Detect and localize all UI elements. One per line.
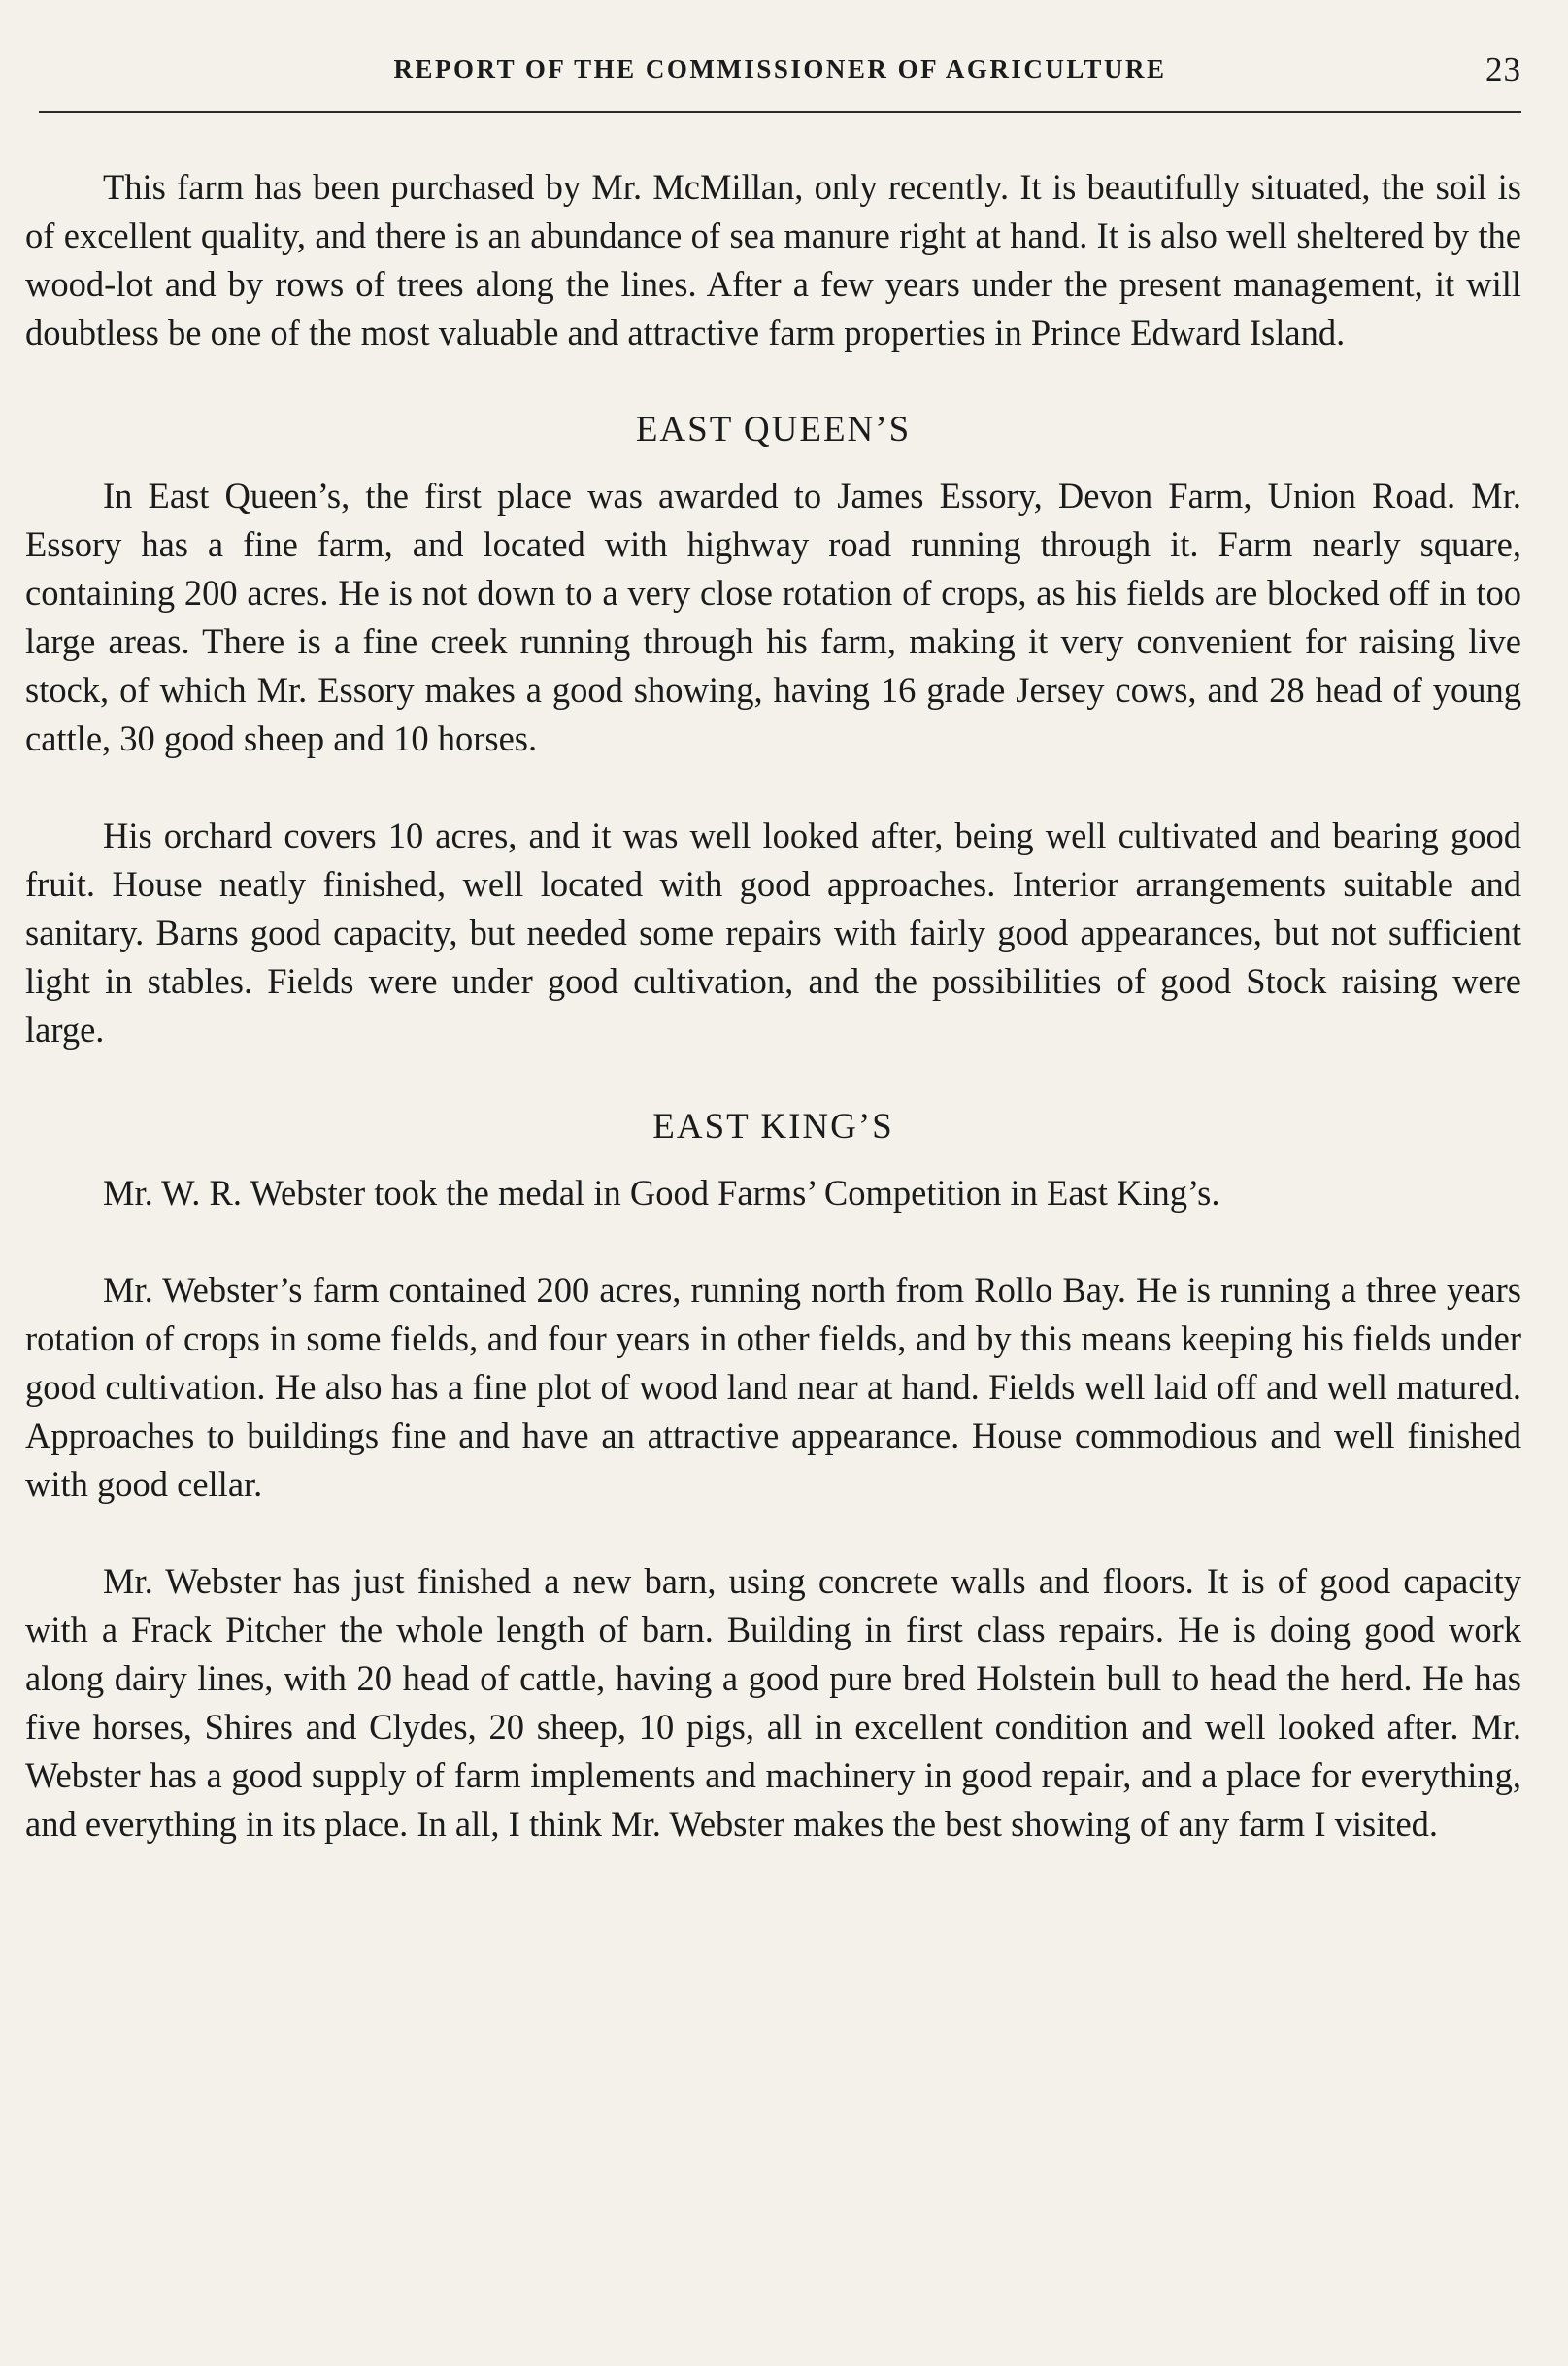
paragraph-essory-farm: In East Queen’s, the first place was awarded to James Essory, Devon Farm, Union Road. Mr. Essory has a fine farm, and located with highway road running through it. Farm nearly square, containing 200 acres. He is not down to a very close rotation of crops, as his fields are blocked off in too large areas. There is a fine creek running through his farm, making it very convenient for raising live stock, of which Mr. Essory makes a good showing, having 16 grade Jersey cows, and 28 head of young cattle, 30 good sheep and 10 horses. (25, 476, 1521, 758)
section-heading-east-queens: EAST QUEEN’S (635, 410, 912, 450)
paragraph-webster-medal: Mr. W. R. Webster took the medal in Good Farms’ Competition in East King’s. (103, 1173, 1220, 1213)
paragraph-essory-orchard: His orchard covers 10 acres, and it was well looked after, being well cultivated and bearing good fruit. House neatly finished, well located with good approaches. Interior arrangements suitable and sanitary. Barns good capacity, but needed some repairs with fairly good appearances, but not sufficient light in stables. Fields were under good cultivation, and the possibilities of good Stock raising were large. (25, 816, 1521, 1050)
page-body (25, 163, 1521, 1849)
paragraph-webster-farm: Mr. Webster’s farm contained 200 acres, running north from Rollo Bay. He is running a three years rotation of crops in some fields, and four years in other fields, and by this means keeping his fields under good cultivation. He also has a fine plot of wood land near at hand. Fields well laid off and well matured. Approaches to buildings fine and have an attractive appearance. House commodious and well finished with good cellar. (25, 1270, 1521, 1504)
section-heading-east-kings: EAST KING’S (652, 1107, 894, 1147)
paragraph-webster-barn: Mr. Webster has just finished a new barn, using concrete walls and floors. It is of good capacity with a Frack Pitcher the whole length of barn. Building in first class repairs. He is doing good work along dairy lines, with 20 head of cattle, having a good pure bred Holstein bull to head the herd. He has five horses, Shires and Clydes, 20 sheep, 10 pigs, all in excellent condition and well looked after. Mr. Webster has a good supply of farm implements and machinery in good repair, and a place for everything, and everything in its place. In all, I think Mr. Webster makes the best showing of any farm I visited. (25, 1561, 1521, 1844)
paragraph-mcmillan-farm: This farm has been purchased by Mr. McMillan, only recently. It is beautifully situated, the soil is of excellent quality, and there is an abundance of sea manure right at hand. It is also well sheltered by the wood-lot and by rows of trees along the lines. After a few years under the present management, it will doubtless be one of the most valuable and attractive farm properties in Prince Edward Island. (25, 167, 1521, 352)
running-title: REPORT OF THE COMMISSIONER OF AGRICULTURE (393, 54, 1167, 83)
page-number: 23 (1485, 50, 1521, 88)
header-rule (39, 111, 1521, 113)
running-head (39, 50, 1521, 109)
